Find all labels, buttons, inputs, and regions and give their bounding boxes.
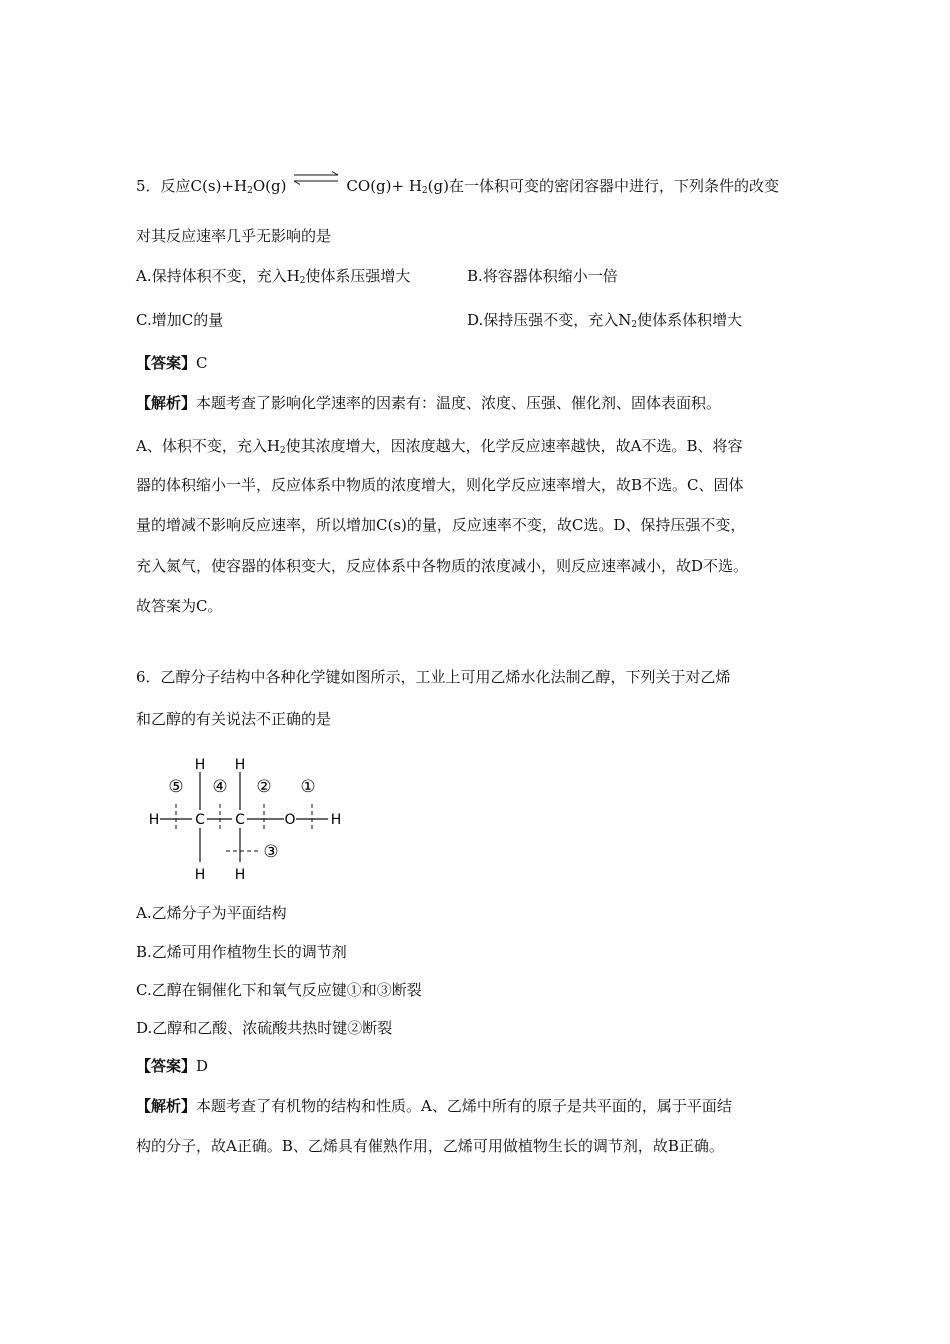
q6-answer: 【答案】D: [136, 1057, 209, 1075]
q6-option-a: A.乙烯分子为平面结构: [136, 904, 287, 922]
q5-analysis-line1: 【解析】本题考查了影响化学速率的因素有：温度、浓度、压强、催化剂、固体表面积。: [136, 394, 722, 412]
q5-answer: 【答案】C: [136, 354, 208, 372]
atom-h-left: H: [148, 812, 160, 828]
q6-stem-line1: 6．乙醇分子结构中各种化学键如图所示，工业上可用乙烯水化法制乙醇，下列关于对乙烯: [136, 668, 731, 686]
q5-option-d: D.保持压强不变，充入$N_2$使体系体积增大: [467, 311, 743, 330]
q5-stem-line1: 5．反应$C(s)+H_2O(g)$ $CO(g)+ H_2(g)$在一体积可变的密闭容器中进行，下列条件的改变: [136, 171, 779, 201]
atom-h-bottom1: H: [194, 867, 206, 883]
bond-label-4: ④: [212, 777, 228, 797]
atom-c2: C: [235, 812, 245, 828]
bond-label-1: ①: [300, 777, 316, 797]
atom-h-bottom2: H: [234, 867, 246, 883]
atom-c1: C: [195, 812, 205, 828]
q5-option-a: A.保持体积不变，充入$H_2$使体系压强增大: [136, 267, 411, 286]
q6-analysis-line1: 【解析】本题考查了有机物的结构和性质。A、乙烯中所有的原子是共平面的，属于平面结: [136, 1097, 732, 1115]
q6-option-c: C.乙醇在铜催化下和氧气反应键①和③断裂: [136, 981, 422, 999]
q6-stem-line2: 和乙醇的有关说法不正确的是: [136, 710, 332, 728]
atom-h-top1: H: [194, 757, 206, 773]
equilibrium-arrow-icon: [292, 171, 340, 185]
bond-label-5: ⑤: [168, 777, 184, 797]
q5-option-c: C.增加C的量: [136, 311, 224, 329]
q5-analysis-line3: 器的体积缩小一半，反应体系中物质的浓度增大，则化学反应速率增大，故B不选。C、固体: [136, 476, 744, 494]
ethanol-structure-diagram: [140, 752, 360, 887]
q5-analysis-line6: 故答案为C。: [136, 597, 223, 615]
q6-number: 6．: [136, 668, 161, 686]
q5-analysis-line2: A、体积不变，充入$H_2$使其浓度增大，因浓度越大，化学反应速率越快，故A不选。B、将容: [136, 437, 743, 456]
bond-label-3: ③: [263, 842, 279, 862]
q5-analysis-line5: 充入氮气，使容器的体积变大，反应体系中各物质的浓度减小，则反应速率减小，故D不选。: [136, 557, 749, 575]
atom-o: O: [284, 812, 296, 828]
q5-analysis-line4: 量的增减不影响反应速率，所以增加C(s)的量，反应速率不变，故C选。D、保持压强不变，: [136, 516, 746, 534]
q6-option-d: D.乙醇和乙酸、浓硫酸共热时键②断裂: [136, 1019, 393, 1037]
atom-h-right: H: [330, 812, 342, 828]
atom-h-top2: H: [234, 757, 246, 773]
q5-number: 5．: [136, 177, 161, 195]
bond-label-2: ②: [256, 777, 272, 797]
q5-stem-line2: 对其反应速率几乎无影响的是: [136, 227, 332, 245]
q6-option-b: B.乙烯可用作植物生长的调节剂: [136, 943, 347, 961]
q6-analysis-line2: 构的分子，故A正确。B、乙烯具有催熟作用，乙烯可用做植物生长的调节剂，故B正确。: [136, 1137, 724, 1155]
q5-option-b: B.将容器体积缩小一倍: [467, 267, 618, 285]
